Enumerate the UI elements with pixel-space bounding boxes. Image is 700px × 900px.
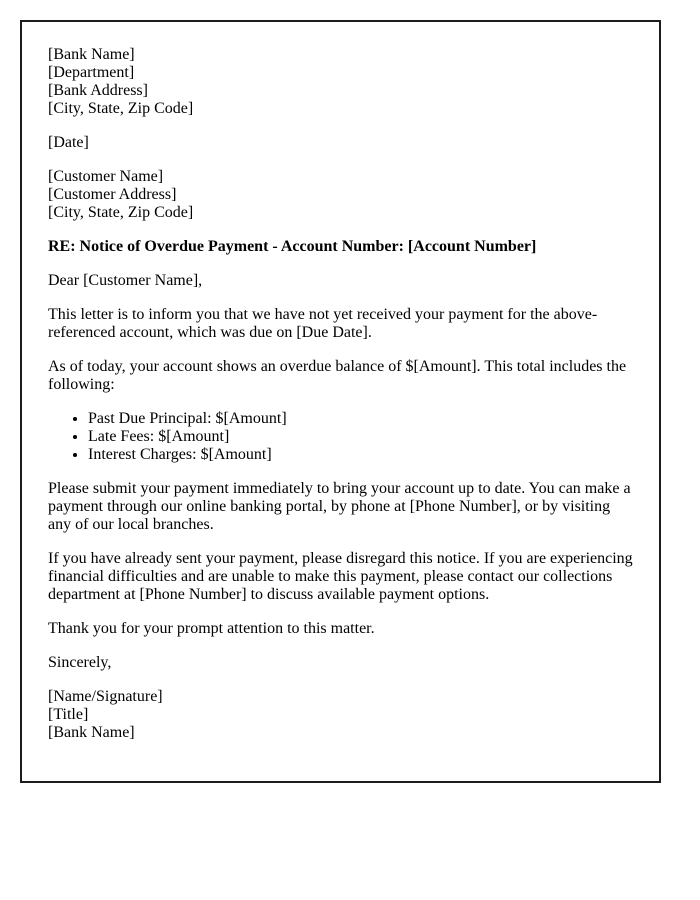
subject-line: RE: Notice of Overdue Payment - Account Number: [Account Number] bbox=[48, 238, 537, 255]
letter-page-frame bbox=[20, 20, 661, 783]
signature-block bbox=[48, 688, 633, 742]
signature-bank-name: [Bank Name] bbox=[48, 724, 135, 741]
closing: Sincerely, bbox=[48, 654, 112, 671]
paragraph-disregard-notice: If you have already sent your payment, please disregard this notice. If you are experiencing financial difficulties and are unable to make this payment, please contact our collections department at [Phone Number] to discuss available payment options. bbox=[48, 550, 633, 603]
recipient-city-state-zip: [City, State, Zip Code] bbox=[48, 204, 194, 221]
paragraph-payment-instructions: Please submit your payment immediately to bring your account up to date. You can make a payment through our online banking portal, by phone at [Phone Number], or by visiting any of our local branches. bbox=[48, 480, 631, 533]
sender-city-state-zip: [City, State, Zip Code] bbox=[48, 100, 194, 117]
charges-bullet-list bbox=[48, 410, 633, 464]
recipient-name: [Customer Name] bbox=[48, 168, 164, 185]
salutation: Dear [Customer Name], bbox=[48, 272, 203, 289]
sender-department: [Department] bbox=[48, 64, 135, 81]
paragraph-thank-you: Thank you for your prompt attention to this matter. bbox=[48, 620, 375, 637]
signature-title: [Title] bbox=[48, 706, 89, 723]
paragraph-overdue-balance: As of today, your account shows an overdue balance of $[Amount]. This total includes the following: bbox=[48, 358, 627, 393]
recipient-address-block bbox=[48, 168, 633, 222]
recipient-address: [Customer Address] bbox=[48, 186, 177, 203]
bullet-late-fees: • Late Fees: $[Amount] bbox=[88, 428, 633, 446]
date-line: [Date] bbox=[48, 134, 89, 151]
signature-name: [Name/Signature] bbox=[48, 688, 163, 705]
sender-address-block bbox=[48, 46, 633, 118]
paragraph-payment-not-received: This letter is to inform you that we have not yet received your payment for the above-referenced account, which was due on [Due Date]. bbox=[48, 306, 598, 341]
sender-bank-address: [Bank Address] bbox=[48, 82, 148, 99]
bullet-past-due-principal: • Past Due Principal: $[Amount] bbox=[88, 410, 633, 428]
sender-bank-name: [Bank Name] bbox=[48, 46, 135, 63]
bullet-interest-charges: • Interest Charges: $[Amount] bbox=[88, 446, 633, 464]
